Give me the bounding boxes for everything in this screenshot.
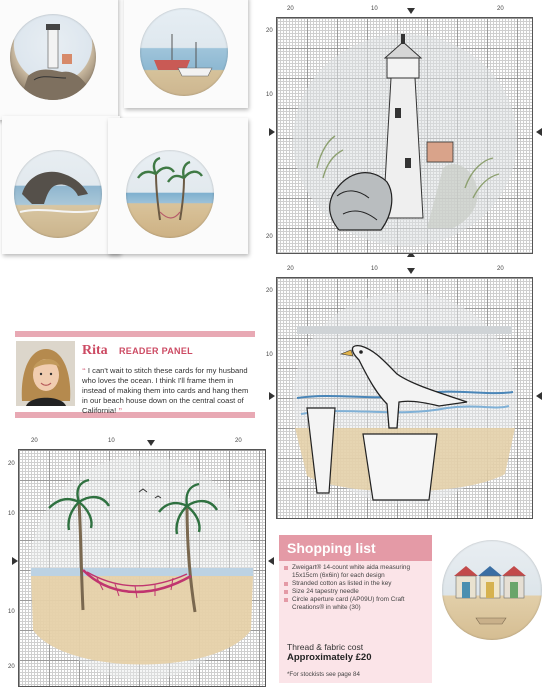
reader-quote-text: I can't wait to stitch these cards for my husband who loves the ocean. I think I'll frame them in instead of making them into cards and hang them in our beach house down on the central coast of California! [82,365,249,415]
reader-panel-label: READER PANEL [119,346,193,356]
hammock-tick-top-mid: 10 [108,438,115,444]
hammock-tick-top-left: 20 [31,438,38,444]
reader-avatar [16,341,75,406]
seagull-tick-top-right: 20 [497,266,504,272]
seagull-center-marker-right [536,392,542,400]
card-arch [2,116,120,254]
thumb-arch [14,150,102,238]
reader-name: Rita [82,343,108,358]
shopping-item: Circle aperture card (AP09U) from Craft Creations® in white (30) [284,596,430,612]
cost-title: Thread & fabric cost [287,642,364,652]
reader-quote [82,366,256,416]
thumb-boats [140,8,228,96]
cost-value: Approximately £20 [287,652,372,663]
lighthouse-center-marker-right [536,128,542,136]
card-boats [124,0,248,108]
open-quote-mark: “ [82,365,86,375]
lighthouse-tick-left-top: 20 [266,28,273,34]
hammock-tick-left-mid: 10 [8,511,15,517]
seagull-tick-left-mid: 10 [266,352,273,358]
thumb-palms [126,150,214,238]
lighthouse-tick-top-mid: 10 [371,6,378,12]
seagull-tick-top-left: 20 [287,266,294,272]
lighthouse-center-marker-left [269,128,275,136]
card-palms [108,118,248,254]
close-quote-mark: ” [118,405,123,415]
shopping-item: Zweigart® 14-count white aida measuring 15x15cm (6x6in) for each design [284,564,430,580]
shopping-list-title: Shopping list [279,535,432,561]
hammock-center-marker-right [268,557,274,565]
lighthouse-tick-left-mid: 10 [266,92,273,98]
lighthouse-center-marker-top [407,8,415,14]
seagull-center-marker-left [269,392,275,400]
hammock-chart [18,449,266,687]
lighthouse-tick-top-right: 20 [497,6,504,12]
hammock-center-marker-top [147,440,155,446]
seagull-center-marker-top [407,268,415,274]
hammock-tick-top-right: 20 [235,438,242,444]
hammock-tick-left-lower: 10 [8,609,15,615]
lighthouse-chart [276,17,533,254]
seagull-tick-left-top: 20 [266,288,273,294]
lighthouse-tick-left-bottom: 20 [266,234,273,240]
seagull-tick-top-mid: 10 [371,266,378,272]
hammock-tick-left-top: 20 [8,461,15,467]
seagull-chart [276,277,533,519]
shopping-item: Stranded cotton as listed in the key [284,580,430,588]
hammock-tick-left-bottom: 20 [8,664,15,670]
thumb-lighthouse [10,14,96,100]
stockists-footnote: *For stockists see page 84 [287,671,360,678]
shopping-items [284,564,430,612]
thumb-beach-huts [442,540,542,640]
shopping-item: Size 24 tapestry needle [284,588,430,596]
card-lighthouse [0,0,118,120]
lighthouse-tick-top-left: 20 [287,6,294,12]
reader-panel-top-rule [15,331,255,337]
